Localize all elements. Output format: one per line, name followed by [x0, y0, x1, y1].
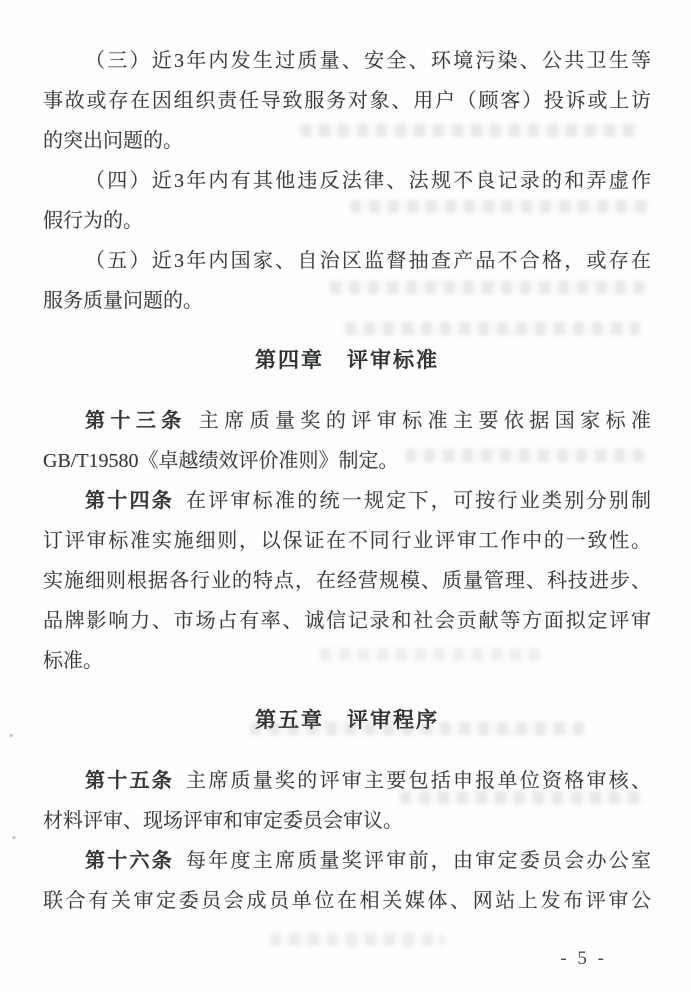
text-line: 事故或存在因组织责任导致服务对象、用户（顾客）投诉或上访 [43, 90, 651, 112]
article-number: 第十五条 [85, 770, 174, 792]
text-line: 第十六条 每年度主席质量奖评审前，由审定委员会办公室 [85, 850, 651, 872]
page-number: - 5 - [560, 948, 607, 969]
bleedthrough-artifact [270, 933, 445, 946]
scan-speck [9, 734, 13, 737]
paragraph [43, 401, 651, 481]
document-body [43, 41, 651, 921]
paragraph [43, 161, 651, 241]
text-line: 第十五条 主席质量奖的评审主要包括申报单位资格审核、 [85, 770, 651, 792]
text-line: 订评审标准实施细则，以保证在不同行业评审工作中的一致性。 [43, 530, 651, 552]
text-line: 第十三条 主席质量奖的评审标准主要依据国家标准 [85, 410, 652, 432]
article-number: 第十三条 [85, 410, 187, 432]
text-line: （三）近3年内发生过质量、安全、环境污染、公共卫生等 [85, 50, 651, 72]
article-number: 第十四条 [85, 490, 174, 512]
text-line: 假行为的。 [43, 210, 143, 232]
text-line: 材料评审、现场评审和审定委员会审议。 [43, 810, 403, 832]
text-line: （四）近3年内有其他违反法律、法规不良记录的和弄虚作 [85, 170, 651, 192]
text-line: 标准。 [43, 650, 103, 672]
text-line: 的突出问题的。 [43, 130, 183, 152]
text-line: （五）近3年内国家、自治区监督抽查产品不合格，或存在 [85, 250, 651, 272]
scan-speck [12, 836, 16, 839]
text-line: 服务质量问题的。 [43, 290, 203, 312]
paragraph [43, 41, 651, 161]
text-line: 第十四条 在评审标准的统一规定下，可按行业类别分别制 [85, 490, 651, 512]
chapter-heading: 第四章 评审标准 [255, 349, 439, 372]
text-line: 联合有关审定委员会成员单位在相关媒体、网站上发布评审公 [43, 890, 651, 912]
paragraph [43, 841, 651, 921]
paragraph [43, 481, 651, 681]
article-number: 第十六条 [85, 850, 174, 872]
paragraph [43, 241, 651, 321]
text-line: GB/T19580《卓越绩效评价准则》制定。 [43, 450, 399, 472]
paragraph [43, 761, 651, 841]
chapter-heading: 第五章 评审程序 [255, 709, 439, 732]
text-line: 实施细则根据各行业的特点，在经营规模、质量管理、科技进步、 [43, 570, 651, 592]
text-line: 品牌影响力、市场占有率、诚信记录和社会贡献等方面拟定评审 [43, 610, 651, 632]
